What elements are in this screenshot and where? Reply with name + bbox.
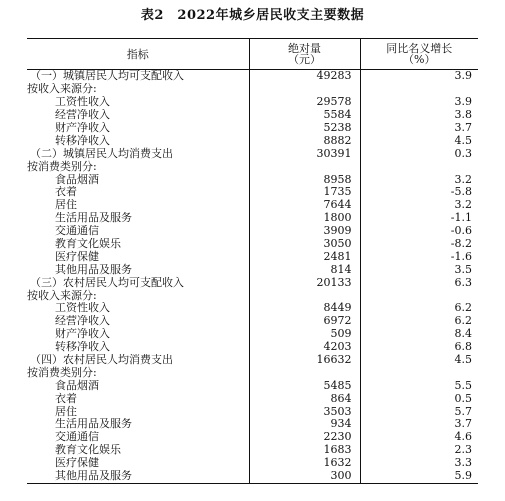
row-amount: 16632 xyxy=(249,354,360,367)
table-title: 表2 2022年城乡居民收支主要数据 xyxy=(140,8,365,23)
row-growth: 3.2 xyxy=(454,198,472,212)
table-row xyxy=(27,160,478,173)
header-growth-line1: 同比名义增长 xyxy=(386,42,453,55)
row-label: （二）城镇居民人均消费支出 xyxy=(27,147,249,160)
table-row xyxy=(27,83,478,96)
row-amount: 300 xyxy=(249,470,360,483)
row-label: （四）农村居民人均消费支出 xyxy=(27,354,249,367)
row-amount: 8449 xyxy=(249,302,360,315)
row-label: 按收入来源分: xyxy=(27,289,249,302)
row-amount: 1800 xyxy=(249,212,360,225)
table-row xyxy=(27,199,478,212)
row-amount: 934 xyxy=(249,418,360,431)
row-label: 转移净收入 xyxy=(27,341,249,354)
row-growth: -1.6 xyxy=(450,250,472,263)
table-row xyxy=(27,302,478,315)
row-amount xyxy=(249,366,360,379)
row-amount: 8882 xyxy=(249,134,360,147)
row-label: 衣着 xyxy=(27,186,249,199)
row-label: 食品烟酒 xyxy=(27,173,249,186)
row-growth: 3.7 xyxy=(454,418,472,431)
row-label: 转移净收入 xyxy=(27,134,249,147)
row-label: 食品烟酒 xyxy=(27,379,249,392)
row-growth: 3.9 xyxy=(454,69,472,83)
table-row xyxy=(27,173,478,186)
row-label: 教育文化娱乐 xyxy=(27,444,249,457)
row-growth: 3.9 xyxy=(454,95,472,109)
row-amount: 5485 xyxy=(249,379,360,392)
header-amount xyxy=(249,39,360,70)
table-row xyxy=(27,109,478,122)
table-row xyxy=(27,392,478,405)
row-growth: 3.5 xyxy=(454,263,472,276)
row-amount xyxy=(249,83,360,96)
row-label: 教育文化娱乐 xyxy=(27,238,249,251)
table-row xyxy=(27,379,478,392)
table-row xyxy=(27,225,478,238)
row-growth xyxy=(360,83,478,96)
row-label: 其他用品及服务 xyxy=(27,263,249,276)
row-amount: 5584 xyxy=(249,109,360,122)
row-label: 交通通信 xyxy=(27,431,249,444)
row-growth: -8.2 xyxy=(450,237,472,251)
row-label: 其他用品及服务 xyxy=(27,470,249,483)
row-label: 医疗保健 xyxy=(27,250,249,263)
income-expenditure-table xyxy=(27,38,478,484)
row-growth: 3.8 xyxy=(454,108,472,122)
row-amount: 2230 xyxy=(249,431,360,444)
row-label: 居住 xyxy=(27,405,249,418)
row-amount: 509 xyxy=(249,328,360,341)
row-amount: 20133 xyxy=(249,276,360,289)
row-label: 工资性收入 xyxy=(27,96,249,109)
table-row xyxy=(27,96,478,109)
row-growth: 2.3 xyxy=(454,443,472,457)
row-growth: 8.4 xyxy=(454,327,472,341)
row-amount: 8958 xyxy=(249,173,360,186)
row-amount: 3503 xyxy=(249,405,360,418)
row-growth: 6.2 xyxy=(454,314,472,328)
row-amount: 1632 xyxy=(249,457,360,470)
row-growth: 3.3 xyxy=(454,456,472,470)
table-row xyxy=(27,354,478,367)
row-amount: 2481 xyxy=(249,250,360,263)
row-growth xyxy=(360,160,478,173)
row-amount: 30391 xyxy=(249,147,360,160)
row-label: （三）农村居民人均可支配收入 xyxy=(27,276,249,289)
row-label: 生活用品及服务 xyxy=(27,212,249,225)
row-label: 按收入来源分: xyxy=(27,83,249,96)
table-row xyxy=(27,134,478,147)
table-row xyxy=(27,405,478,418)
table-row xyxy=(27,276,478,289)
row-label: 经营净收入 xyxy=(27,315,249,328)
row-amount: 7644 xyxy=(249,199,360,212)
row-growth: 4.5 xyxy=(454,353,472,367)
row-label: 经营净收入 xyxy=(27,109,249,122)
row-growth: -5.8 xyxy=(450,186,472,199)
row-amount: 1683 xyxy=(249,444,360,457)
row-amount: 814 xyxy=(249,263,360,276)
table-row xyxy=(27,238,478,251)
header-row xyxy=(27,39,478,70)
table-row xyxy=(27,341,478,354)
table-row xyxy=(27,444,478,457)
table-row xyxy=(27,263,478,276)
row-growth: 3.2 xyxy=(454,173,472,186)
row-label: 财产净收入 xyxy=(27,328,249,341)
table-body xyxy=(27,70,478,484)
row-growth: 5.7 xyxy=(454,405,472,418)
table-row xyxy=(27,431,478,444)
row-amount: 6972 xyxy=(249,315,360,328)
table-row xyxy=(27,147,478,160)
row-label: 交通通信 xyxy=(27,225,249,238)
table-row xyxy=(27,470,478,483)
row-amount xyxy=(249,289,360,302)
row-amount xyxy=(249,160,360,173)
row-amount: 5238 xyxy=(249,122,360,135)
table-row xyxy=(27,315,478,328)
row-growth: 4.5 xyxy=(454,134,472,147)
row-label: （一）城镇居民人均可支配收入 xyxy=(27,70,249,83)
table-row xyxy=(27,457,478,470)
row-growth: 5.9 xyxy=(360,470,478,483)
table-row xyxy=(27,212,478,225)
row-label: 居住 xyxy=(27,199,249,212)
table-row xyxy=(27,328,478,341)
table-row xyxy=(27,70,478,83)
row-growth: 3.7 xyxy=(454,121,472,134)
row-growth: -1.1 xyxy=(450,211,472,225)
row-growth: 6.3 xyxy=(454,276,472,289)
header-amount-line1: 绝对量 xyxy=(288,42,321,55)
row-growth xyxy=(360,366,478,379)
table-header xyxy=(27,39,478,70)
table-row xyxy=(27,122,478,135)
row-label: 按消费类别分: xyxy=(27,366,249,379)
row-growth xyxy=(360,289,478,302)
row-label: 医疗保健 xyxy=(27,457,249,470)
table-row xyxy=(27,186,478,199)
row-label: 工资性收入 xyxy=(27,302,249,315)
header-indicator: 指标 xyxy=(27,39,249,70)
row-amount: 1735 xyxy=(249,186,360,199)
header-growth xyxy=(360,39,478,70)
row-growth: -0.6 xyxy=(450,224,472,238)
row-label: 衣着 xyxy=(27,392,249,405)
row-growth: 0.3 xyxy=(454,147,472,160)
table-row xyxy=(27,289,478,302)
row-growth: 6.2 xyxy=(454,302,472,315)
row-label: 财产净收入 xyxy=(27,122,249,135)
row-amount: 4203 xyxy=(249,341,360,354)
row-growth: 6.8 xyxy=(454,340,472,354)
row-growth: 5.5 xyxy=(454,379,472,392)
row-amount: 49283 xyxy=(249,70,360,83)
header-amount-line2: （元） xyxy=(288,53,321,66)
row-growth: 4.6 xyxy=(454,430,472,444)
row-amount: 29578 xyxy=(249,96,360,109)
row-label: 生活用品及服务 xyxy=(27,418,249,431)
row-label: 按消费类别分: xyxy=(27,160,249,173)
row-amount: 864 xyxy=(249,392,360,405)
header-growth-line2: （%） xyxy=(403,53,436,66)
table-row xyxy=(27,418,478,431)
row-amount: 3909 xyxy=(249,225,360,238)
table-row xyxy=(27,250,478,263)
row-growth: 0.5 xyxy=(454,392,472,405)
table-row xyxy=(27,366,478,379)
row-amount: 3050 xyxy=(249,238,360,251)
